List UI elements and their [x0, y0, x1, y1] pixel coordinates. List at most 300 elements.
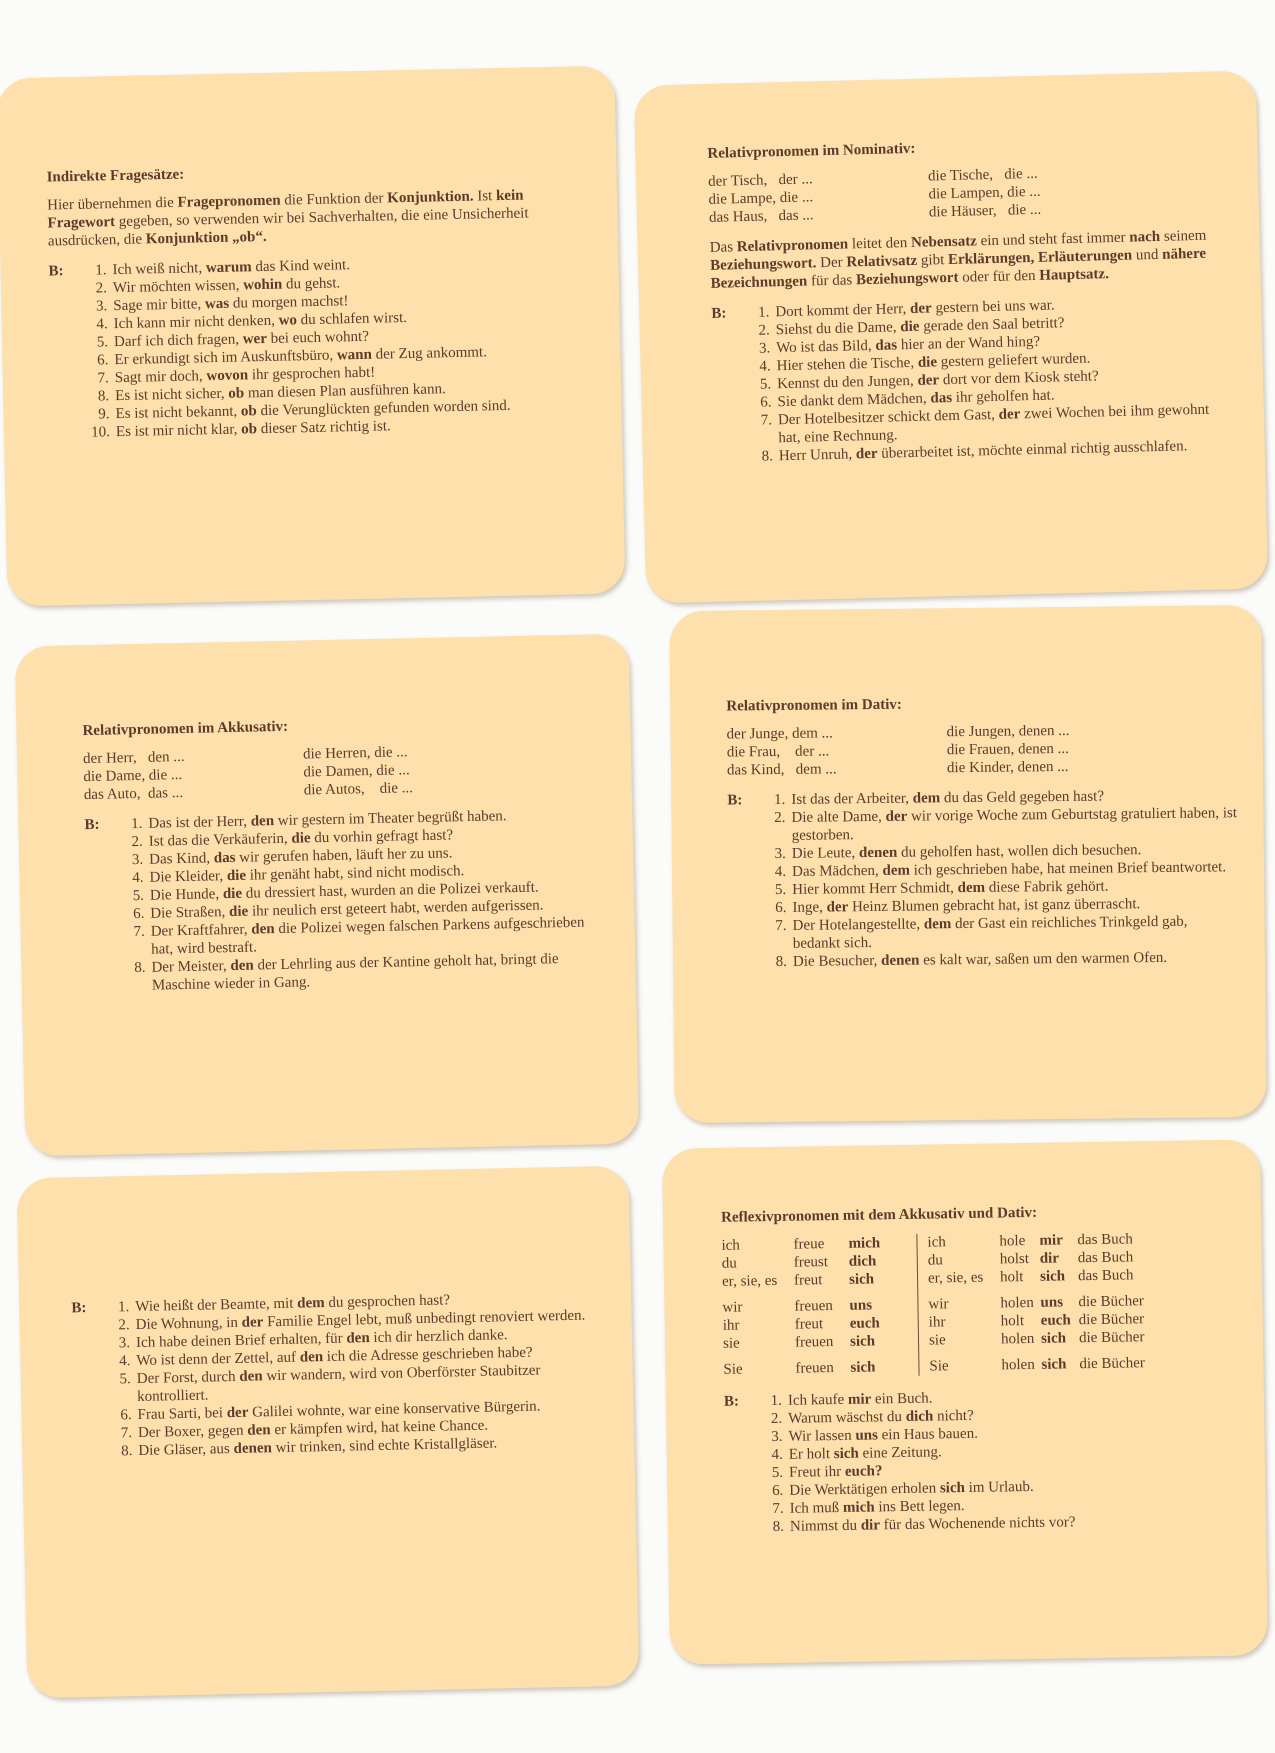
- example-number: 1.: [131, 815, 143, 833]
- example-number: 7.: [97, 370, 110, 387]
- example-number: 1.: [117, 1299, 130, 1316]
- plural-form: die Damen, die ...: [303, 762, 410, 781]
- verb-form: holen: [1000, 1330, 1035, 1348]
- example-number: 3.: [774, 845, 786, 863]
- text-run: man diesen Plan ausführen kann.: [244, 381, 446, 402]
- text-run: oder für den: [958, 267, 1040, 286]
- text-run: ins Bett legen.: [874, 1498, 965, 1516]
- verb-form: freut: [793, 1272, 823, 1289]
- text-run: Nimmst du: [789, 1517, 861, 1535]
- text-run: die Funktion der: [280, 190, 388, 209]
- emphasis-text: das: [930, 389, 953, 407]
- conjugation-row: [723, 1358, 918, 1379]
- text-run: Das ist der Herr,: [148, 813, 251, 832]
- emphasis-text: nähere Bezeichnungen: [710, 245, 1207, 292]
- reflexive-pronoun: euch: [1040, 1312, 1071, 1329]
- singular-form: das Haus, das ...: [708, 207, 814, 226]
- text-run: Familie Engel lebt, muß unbedingt renoviert werden.: [263, 1307, 586, 1331]
- text-run: Wo ist denn der Zettel, auf: [136, 1349, 300, 1369]
- example-number: 3.: [131, 851, 144, 869]
- text-run: überarbeitet ist, möchte einmal richtig ausschlafen.: [877, 438, 1188, 462]
- pronoun: wir: [928, 1296, 949, 1313]
- text-run: nicht?: [933, 1407, 974, 1425]
- text-run: wir wandern, wird von Oberförster Staubitzer kontrolliert.: [137, 1362, 541, 1405]
- verb-form: freuen: [794, 1334, 834, 1351]
- example-number: 3.: [758, 340, 771, 357]
- emphasis-text: die: [222, 885, 243, 903]
- example-number: 6.: [132, 905, 145, 923]
- emphasis-text: ob: [240, 403, 257, 420]
- text-run: Wo ist das Bild,: [776, 337, 876, 357]
- examples: [84, 805, 608, 996]
- object: die Bücher: [1078, 1329, 1145, 1347]
- singular-form: die Dame, die ...: [83, 767, 183, 786]
- text-run: Freut ihr: [788, 1463, 846, 1481]
- text-run: Er erkundigt sich im Auskunftsbüro,: [114, 347, 338, 369]
- text-run: Die Kleider,: [149, 868, 228, 886]
- dativ-conjugation: [916, 1230, 1169, 1376]
- emphasis-text: denen: [881, 952, 920, 969]
- example-number: 5.: [132, 887, 145, 905]
- text-run: Ist das der Arbeiter,: [791, 790, 913, 808]
- text-run: du morgen machst!: [228, 293, 349, 312]
- pronoun: du: [721, 1255, 737, 1272]
- example-sentence: [763, 912, 1239, 953]
- plural-form: die Frauen, denen ...: [946, 740, 1069, 759]
- pronoun: ihr: [722, 1317, 740, 1334]
- emphasis-text: der: [826, 899, 849, 916]
- text-run: Ist: [473, 188, 497, 205]
- pronoun: er, sie, es: [927, 1269, 984, 1287]
- example-number: 5.: [771, 1464, 784, 1482]
- text-run: dort vor dem Kiosk steht?: [938, 368, 1099, 389]
- example-number: 8.: [772, 1518, 785, 1536]
- example-number: 4.: [119, 1353, 131, 1370]
- emphasis-text: Konjunktion.: [387, 188, 474, 207]
- emphasis-text: der: [998, 406, 1021, 423]
- emphasis-text: das: [875, 337, 898, 354]
- examples-label: B:: [71, 1300, 87, 1317]
- example-number: 1.: [757, 304, 770, 321]
- emphasis-text: ob: [240, 421, 258, 438]
- example-number: 8.: [775, 953, 788, 971]
- example-list: [758, 1385, 1246, 1537]
- text-run: ihr gesprochen habt!: [247, 364, 376, 384]
- emphasis-text: Relativsatz: [846, 252, 918, 271]
- text-run: Wir möchten wissen,: [112, 277, 244, 297]
- text-run: du gesprochen hast?: [324, 1292, 451, 1312]
- text-run: gibt: [916, 252, 949, 269]
- object: die Bücher: [1079, 1355, 1145, 1373]
- text-run: Wir lassen: [788, 1427, 856, 1445]
- emphasis-text: Beziehungswort: [855, 269, 959, 289]
- examples-label: B:: [48, 263, 64, 280]
- example-number: 4.: [96, 316, 108, 333]
- text-run: Galilei wohnte, war eine konservative Bürgerin.: [248, 1398, 541, 1421]
- example-list: [745, 292, 1235, 466]
- text-run: Das Mädchen,: [791, 862, 883, 880]
- conjugation-row: [723, 1332, 918, 1353]
- text-run: ihr neulich erst geteert habt, werden aufgerissen.: [248, 897, 544, 920]
- verb-form: holen: [1000, 1294, 1034, 1312]
- conjugation-row: [722, 1270, 917, 1291]
- text-run: im Urlaub.: [964, 1478, 1034, 1497]
- reflexive-conjugation-table: [721, 1229, 1243, 1379]
- emphasis-text: uns: [855, 1427, 879, 1444]
- intro-paragraph: [47, 185, 578, 250]
- example-sentence: [763, 948, 1239, 971]
- emphasis-text: nach: [1129, 228, 1161, 246]
- text-run: die Polizei wegen falschen Parkens aufgeschrieben hat, wird bestraft.: [150, 914, 585, 958]
- text-run: wir vorige Woche zum Geburtstag gratuliert haben, ist gestorben.: [791, 805, 1238, 844]
- emphasis-text: denen: [233, 1440, 273, 1457]
- text-run: ich die Adresse geschrieben habe?: [322, 1344, 533, 1366]
- text-run: dieser Satz richtig ist.: [256, 418, 391, 438]
- plural-form: die Häuser, die ...: [928, 201, 1042, 221]
- conjugation-row: [929, 1354, 1169, 1376]
- example-number: 10.: [91, 424, 111, 441]
- text-run: ihr geholfen hat.: [951, 387, 1055, 406]
- text-run: seinem: [1159, 227, 1207, 245]
- text-run: Ich habe deinen Brief erhalten, für: [135, 1330, 347, 1351]
- examples: [727, 786, 1239, 971]
- verb-form: freut: [794, 1316, 824, 1333]
- conjugation-row: [928, 1266, 1168, 1288]
- emphasis-text: den: [230, 957, 254, 975]
- example-number: 2.: [118, 1317, 130, 1334]
- emphasis-text: mich: [842, 1499, 875, 1516]
- object: die Bücher: [1078, 1293, 1144, 1311]
- text-run: diese Fabrik gehört.: [985, 878, 1109, 896]
- emphasis-text: warum: [205, 259, 252, 277]
- text-run: ich dir herzlich danke.: [369, 1327, 508, 1347]
- emphasis-text: ob: [228, 385, 245, 402]
- example-number: 6.: [775, 899, 787, 917]
- pronoun: wir: [722, 1299, 743, 1316]
- example-number: 5.: [119, 1371, 132, 1388]
- example-number: 8.: [120, 1443, 133, 1460]
- example-number: 8.: [134, 959, 146, 977]
- pronoun: sie: [928, 1332, 946, 1349]
- example-number: 5.: [96, 334, 109, 351]
- singular-form: die Frau, der ...: [726, 743, 830, 761]
- text-run: Hier stehen die Tische,: [776, 354, 919, 375]
- example-number: 6.: [120, 1407, 132, 1424]
- object: das Buch: [1077, 1231, 1134, 1249]
- verb-form: freuen: [794, 1298, 833, 1315]
- text-run: Ich kaufe: [787, 1391, 849, 1409]
- reflexive-pronoun: dir: [1039, 1250, 1060, 1267]
- text-run: Wie heißt der Beamte, mit: [135, 1295, 298, 1316]
- emphasis-text: die: [900, 318, 920, 336]
- text-run: der Gast ein reichliches Trinkgeld gab, bedankt sich.: [792, 913, 1188, 952]
- text-run: der Lehrling aus der Kantine geholt hat, bringt die Maschine wieder in Gang.: [151, 951, 559, 994]
- pronoun: er, sie, es: [721, 1272, 778, 1290]
- emphasis-text: den: [299, 1349, 324, 1366]
- conjugation-row: [929, 1328, 1169, 1350]
- card-reflexivpronomen: [662, 1139, 1268, 1664]
- emphasis-text: wer: [242, 330, 268, 348]
- emphasis-text: was: [204, 295, 230, 313]
- text-run: leitet den: [847, 234, 912, 253]
- examples-label: B:: [723, 1393, 740, 1410]
- text-run: Sage mir bitte,: [113, 296, 206, 315]
- text-run: Ich muß: [789, 1499, 844, 1517]
- text-run: gerade den Saal betritt?: [919, 315, 1065, 335]
- text-run: ein Buch.: [871, 1390, 933, 1408]
- examples: [71, 1288, 594, 1461]
- emphasis-text: der: [917, 372, 940, 389]
- text-run: Warum wäschst du: [788, 1408, 906, 1427]
- text-run: die Verunglückten gefunden worden sind.: [256, 397, 511, 420]
- example-number: 9.: [98, 406, 110, 423]
- text-run: Siehst du die Dame,: [775, 319, 901, 339]
- singular-form: das Kind, dem ...: [726, 761, 837, 779]
- text-run: du gehst.: [282, 275, 341, 293]
- text-run: Ich weiß nicht,: [112, 260, 207, 279]
- emphasis-text: Erklärungen, Erläuterungen: [947, 247, 1133, 269]
- pronoun: sie: [722, 1335, 740, 1352]
- text-run: hier an der Wand hing?: [896, 333, 1041, 354]
- example-number: 2.: [131, 833, 144, 851]
- emphasis-text: dem: [912, 790, 941, 807]
- examples: [711, 292, 1235, 467]
- singular-form: der Herr, den ...: [82, 748, 185, 768]
- emphasis-text: Relativpronomen: [736, 236, 849, 256]
- example-list: [118, 805, 608, 995]
- reflexive-pronoun: uns: [1040, 1294, 1064, 1311]
- declension-pairs: [727, 720, 1238, 779]
- emphasis-text: denen: [858, 844, 898, 862]
- text-run: Hier übernehmen die: [47, 194, 178, 214]
- emphasis-text: der: [226, 1404, 249, 1422]
- pronoun: Sie: [723, 1361, 743, 1378]
- plural-form: die Herren, die ...: [302, 744, 408, 763]
- plural-form: die Kinder, denen ...: [946, 758, 1069, 777]
- text-run: Der Meister,: [151, 958, 231, 976]
- emphasis-text: dem: [957, 879, 986, 897]
- reflexive-pronoun: euch: [849, 1315, 880, 1332]
- text-run: und: [1131, 246, 1163, 264]
- example-text: [793, 948, 1239, 971]
- plural-form: die Lampen, die ...: [928, 183, 1041, 203]
- reflexive-pronoun: mir: [1039, 1232, 1063, 1249]
- emphasis-text: dem: [296, 1295, 325, 1312]
- text-run: Hier kommt Herr Schmidt,: [792, 880, 958, 898]
- text-run: gestern bei uns war.: [931, 297, 1055, 317]
- emphasis-text: die: [228, 903, 249, 921]
- example-number: 2.: [95, 280, 108, 297]
- example-number: 7.: [772, 1500, 784, 1518]
- card-indirekte-fragesaetze: [0, 66, 625, 607]
- text-run: das Kind weint.: [251, 257, 351, 276]
- example-sentence: [761, 804, 1237, 845]
- example-number: 3.: [95, 298, 108, 315]
- text-run: Der Kraftfahrer,: [150, 921, 252, 940]
- example-number: 5.: [759, 376, 772, 393]
- text-run: du geholfen hast, wollen dich besuchen.: [897, 842, 1142, 861]
- text-run: Der Boxer, gegen: [137, 1422, 248, 1441]
- plural-form: die Jungen, denen ...: [946, 722, 1070, 741]
- plural-form: die Autos, die ...: [303, 780, 414, 799]
- verb-form: holst: [999, 1250, 1030, 1268]
- emphasis-text: den: [251, 921, 275, 938]
- text-run: Der Forst, durch: [136, 1368, 240, 1387]
- emphasis-text: mir: [847, 1391, 872, 1408]
- text-run: zwei Wochen bei ihm gewohnt hat, eine Rechnung.: [778, 401, 1210, 447]
- pronoun: ihr: [928, 1314, 946, 1331]
- examples-label: B:: [84, 816, 100, 834]
- declension-pairs: [708, 160, 1229, 227]
- emphasis-text: der: [885, 808, 908, 825]
- text-run: eine Zeitung.: [858, 1444, 942, 1462]
- emphasis-text: kein Fragewort: [47, 187, 524, 232]
- example-number: 2.: [774, 809, 786, 827]
- text-run: gestern geliefert wurden.: [936, 350, 1091, 371]
- text-run: Inge,: [792, 899, 827, 916]
- examples: [48, 251, 582, 442]
- verb-form: hole: [999, 1233, 1026, 1250]
- reflexive-pronoun: sich: [849, 1333, 876, 1350]
- pronoun: ich: [927, 1234, 946, 1251]
- card-title: Relativpronomen im Nominativ:: [707, 140, 916, 162]
- text-run: du vorhin gefragt hast?: [310, 827, 454, 847]
- singular-form: der Tisch, der ...: [707, 171, 813, 190]
- text-run: Der Hotelbesitzer schickt dem Gast,: [777, 406, 999, 429]
- plural-form: die Tische, die ...: [927, 165, 1038, 185]
- reflexive-pronoun: mich: [848, 1235, 881, 1252]
- emphasis-text: der: [855, 445, 878, 463]
- emphasis-text: die: [226, 867, 247, 885]
- text-run: Es ist nicht bekannt,: [115, 403, 242, 423]
- card-relativpronomen-nominativ: [634, 70, 1268, 603]
- text-run: Heinz Blumen gebracht hat, ist ganz überrascht.: [848, 896, 1141, 916]
- text-run: Kennst du den Jungen,: [776, 372, 918, 393]
- text-run: Dort kommt der Herr,: [775, 300, 911, 321]
- example-list: [105, 1288, 594, 1460]
- example-number: 2.: [770, 1410, 783, 1428]
- example-text: [791, 804, 1237, 845]
- emphasis-text: wohin: [242, 276, 283, 294]
- text-run: Er holt: [788, 1446, 834, 1463]
- emphasis-text: der: [909, 300, 932, 317]
- emphasis-text: die: [917, 354, 938, 371]
- text-run: es kalt war, saßen um den warmen Ofen.: [919, 949, 1168, 969]
- emphasis-text: wann: [336, 346, 373, 364]
- text-run: Darf ich dich fragen,: [113, 331, 243, 351]
- text-run: du dressiert hast, wurden an die Polizei verkauft.: [241, 879, 539, 902]
- verb-form: holen: [1001, 1356, 1035, 1374]
- example-number: 6.: [760, 394, 772, 411]
- example-number: 4.: [771, 1446, 783, 1464]
- emphasis-text: dich: [905, 1408, 934, 1425]
- example-number: 6.: [771, 1482, 784, 1500]
- emphasis-text: wo: [278, 312, 298, 329]
- emphasis-text: dem: [923, 916, 952, 933]
- text-run: wir gerufen haben, läuft her zu uns.: [235, 845, 453, 866]
- example-number: 3.: [771, 1428, 783, 1446]
- emphasis-text: sich: [939, 1480, 966, 1497]
- example-list: [761, 786, 1239, 971]
- card-relativpronomen-praeposition: [17, 1166, 640, 1699]
- text-run: Die alte Dame,: [791, 808, 886, 826]
- verb-form: freuen: [795, 1360, 834, 1377]
- emphasis-text: Konjunktion „ob“.: [145, 228, 267, 248]
- reflexive-pronoun: sich: [848, 1271, 875, 1288]
- text-run: der Zug ankommt.: [371, 344, 488, 363]
- text-run: gegeben, so verwenden wir bei Sachverhalten, die eine Unsicherheit ausdrücken, die: [47, 205, 529, 250]
- text-run: Sagt mir doch,: [114, 368, 207, 387]
- text-run: Die Straßen,: [150, 904, 230, 922]
- text-run: ein Haus bauen.: [877, 1425, 979, 1444]
- verb-form: freue: [793, 1236, 825, 1253]
- intro-paragraph: [710, 226, 1231, 293]
- example-list: [82, 251, 582, 441]
- example-number: 7.: [133, 923, 145, 941]
- text-run: Sie dankt dem Mädchen,: [777, 390, 931, 411]
- example-number: 7.: [120, 1425, 133, 1442]
- example-number: 8.: [97, 388, 110, 405]
- example-number: 1.: [770, 1392, 783, 1410]
- emphasis-text: Hauptsatz.: [1039, 266, 1110, 284]
- text-run: Die Besucher,: [792, 952, 882, 970]
- text-run: Die Hunde,: [149, 886, 224, 904]
- text-run: Herr Unruh,: [778, 446, 857, 465]
- verb-form: freust: [793, 1254, 829, 1271]
- verb-form: holt: [1000, 1313, 1025, 1330]
- card-title: Indirekte Fragesätze:: [46, 166, 185, 186]
- text-run: Es ist mir nicht klar,: [115, 421, 242, 441]
- emphasis-text: Nebensatz: [910, 233, 978, 251]
- emphasis-text: den: [250, 813, 275, 830]
- text-run: wir gestern im Theater begrüßt haben.: [273, 808, 507, 830]
- emphasis-text: den: [247, 1422, 271, 1439]
- text-run: Frau Sarti, bei: [137, 1405, 227, 1423]
- card-title: Relativpronomen im Dativ:: [726, 696, 902, 715]
- emphasis-text: euch?: [844, 1463, 883, 1480]
- card-relativpronomen-akkusativ: [15, 634, 640, 1157]
- example-number: 4.: [759, 358, 771, 375]
- text-run: ich geschrieben habe, hat meinen Brief beantwortet.: [909, 859, 1227, 879]
- emphasis-text: dir: [860, 1517, 881, 1534]
- example-number: 7.: [775, 917, 787, 935]
- example-number: 2.: [758, 322, 770, 339]
- examples: [724, 1385, 1246, 1537]
- pronoun: Sie: [929, 1358, 949, 1375]
- emphasis-text: den: [346, 1330, 370, 1347]
- text-run: ein und steht fast immer: [976, 229, 1130, 250]
- emphasis-text: der: [241, 1314, 264, 1331]
- text-run: Es ist nicht sicher,: [115, 385, 229, 405]
- card-title: Relativpronomen im Akkusativ:: [82, 718, 289, 740]
- example-number: 4.: [774, 863, 787, 881]
- card-relativpronomen-dativ: [669, 605, 1266, 1123]
- text-run: Der Hotelangestellte,: [792, 916, 924, 934]
- text-run: du schlafen wirst.: [296, 309, 408, 329]
- example-number: 1.: [773, 791, 786, 809]
- text-run: Das Kind,: [149, 850, 214, 868]
- example-number: 8.: [761, 448, 774, 465]
- text-run: wir trinken, sind echte Kristallgläser.: [271, 1435, 498, 1457]
- text-run: er kämpfen wird, hat keine Chance.: [270, 1417, 489, 1439]
- singular-form: das Auto, das ...: [83, 784, 184, 804]
- examples-label: B:: [711, 305, 727, 322]
- pronoun: du: [927, 1252, 943, 1269]
- reflexive-pronoun: sich: [1040, 1330, 1067, 1347]
- emphasis-text: dem: [882, 862, 911, 879]
- example-number: 7.: [760, 412, 773, 429]
- singular-form: der Junge, dem ...: [726, 725, 833, 743]
